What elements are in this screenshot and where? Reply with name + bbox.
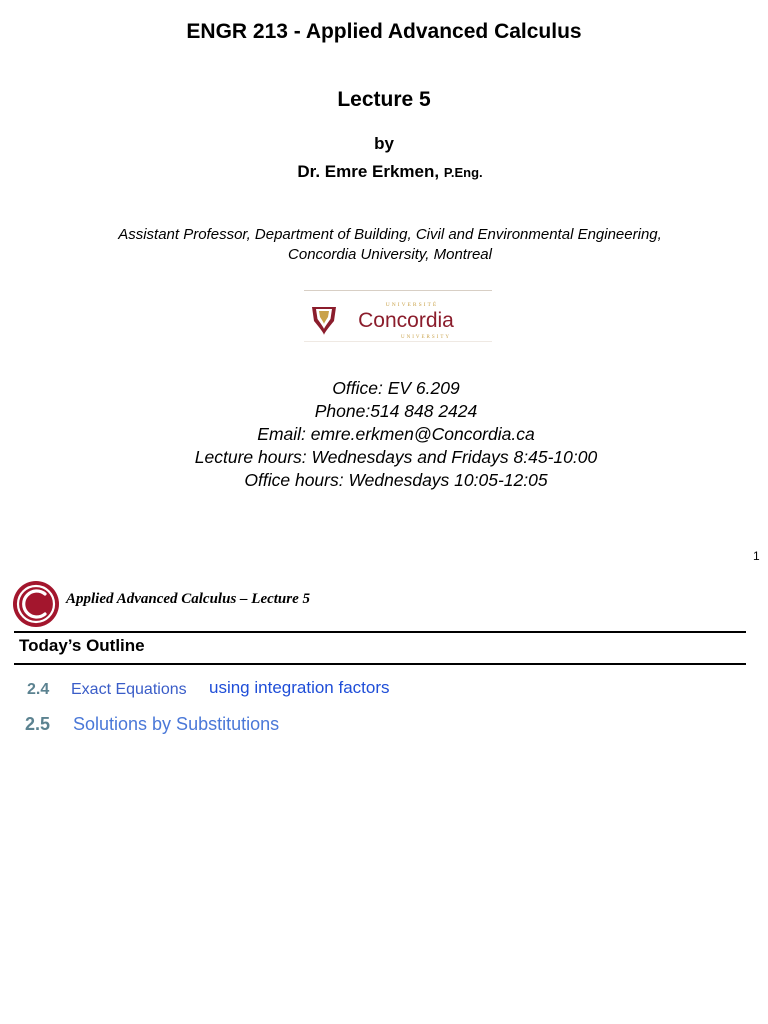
outline-item-text: Exact Equations	[71, 681, 187, 698]
page-number: 1	[753, 549, 760, 563]
logo-top-text: UNIVERSITÉ	[385, 302, 439, 308]
logo-name: Concordia	[358, 309, 454, 332]
concordia-logo	[304, 290, 492, 341]
outline-title: Today’s Outline	[19, 636, 145, 655]
contact-office: Office: EV 6.209	[332, 378, 460, 398]
divider-bottom	[14, 663, 746, 665]
concordia-c-icon	[12, 580, 60, 628]
by-line: by	[374, 134, 394, 153]
contact-email: Email: emre.erkmen@Concordia.ca	[257, 424, 535, 444]
contact-phone: Phone:514 848 2424	[314, 401, 478, 421]
author-name-text: Dr. Emre Erkmen,	[297, 162, 440, 181]
affiliation-line-2: Concordia University, Montreal	[288, 246, 492, 263]
outline-item-number: 2.5	[25, 714, 51, 734]
lecture-title: Lecture 5	[337, 88, 431, 111]
affiliation	[0, 225, 768, 265]
outline-item-number: 2.4	[27, 681, 50, 698]
course-title: ENGR 213 - Applied Advanced Calculus	[186, 20, 582, 43]
contact-lecture-hours: Lecture hours: Wednesdays and Fridays 8:45-10:00	[194, 447, 598, 467]
logo-bottom-text: UNIVERSITY	[401, 335, 451, 340]
slide-header-title: Applied Advanced Calculus – Lecture 5	[66, 591, 311, 607]
contact-office-hours: Office hours: Wednesdays 10:05-12:05	[244, 470, 548, 490]
outline-item-subtext: using integration factors	[209, 678, 390, 697]
divider-top	[14, 631, 746, 633]
author-name	[0, 162, 768, 182]
contact-info	[0, 377, 768, 492]
affiliation-line-1: Assistant Professor, Department of Building, Civil and Environmental Engineering,	[118, 226, 662, 243]
author-suffix: P.Eng.	[443, 165, 483, 180]
outline-item-text: Solutions by Substitutions	[73, 714, 280, 734]
